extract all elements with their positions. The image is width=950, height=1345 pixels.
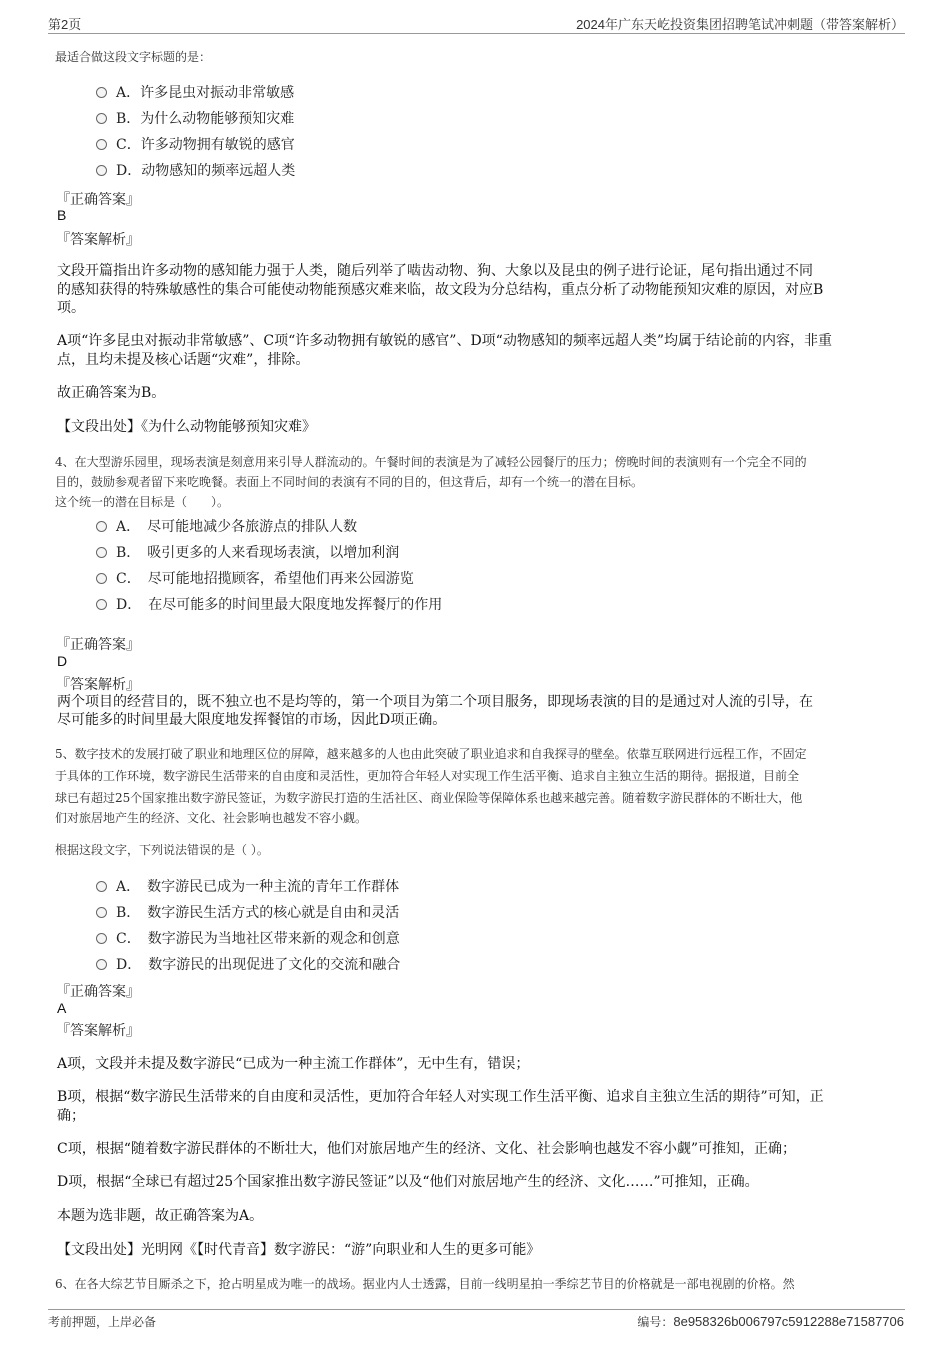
radio-icon[interactable] <box>96 599 107 610</box>
q4-option-d[interactable]: D． 在尽可能多的时间里最大限度地发挥餐厅的作用 <box>96 594 442 614</box>
radio-icon[interactable] <box>96 547 107 558</box>
q5-analysis-line: 本题为选非题，故正确答案为A。 <box>57 1208 264 1224</box>
radio-icon[interactable] <box>96 113 107 124</box>
q3-option-b[interactable]: B．为什么动物能够预知灾难 <box>96 108 294 128</box>
q3-option-c[interactable]: C．许多动物拥有敏锐的感官 <box>96 134 295 154</box>
q3-option-a[interactable]: A．许多昆虫对振动非常敏感 <box>96 82 294 102</box>
document-code <box>637 1313 904 1330</box>
footer-slogan: 考前押题，上岸必备 <box>48 1315 157 1329</box>
q5-answer: A <box>57 1000 67 1016</box>
radio-icon[interactable] <box>96 87 107 98</box>
q5-stem-line: 球已有超过25个国家推出数字游民签证，为数字游民打造的生活社区、商业保险等保障体系也越来越完善。随着数字游民群体的不断壮大，他 <box>55 791 803 805</box>
q4-analysis-label: 『答案解析』 <box>56 677 140 693</box>
q5-option-c[interactable]: C． 数字游民为当地社区带来新的观念和创意 <box>96 928 400 948</box>
q3-analysis-line: 点，且均未提及核心话题“灾难”，排除。 <box>57 352 310 368</box>
q3-analysis-line: 项。 <box>57 300 85 316</box>
document-title: 2024年广东天屹投资集团招聘笔试冲刺题（带答案解析） <box>576 17 904 32</box>
q5-prompt: 根据这段文字，下列说法错误的是（ ）。 <box>55 843 269 857</box>
q3-analysis-line: 文段开篇指出许多动物的感知能力强于人类，随后列举了啮齿动物、狗、大象以及昆虫的例子进行论证，尾句指出通过不同 <box>57 263 813 279</box>
q4-stem-line: 4、在大型游乐园里，现场表演是刻意用来引导人群流动的。午餐时间的表演是为了减轻公园餐厅的压力；傍晚时间的表演则有一个完全不同的 <box>55 455 807 469</box>
q4-analysis-line: 两个项目的经营目的，既不独立也不是均等的，第一个项目为第二个项目服务，即现场表演的目的是通过对人流的引导，在 <box>57 694 813 710</box>
q5-analysis-line: C项，根据“随着数字游民群体的不断壮大，他们对旅居地产生的经济、文化、社会影响也越发不容小觑”可推知，正确； <box>57 1141 797 1157</box>
q5-source: 【文段出处】光明网《【时代青音】数字游民：“游”向职业和人生的更多可能》 <box>57 1242 541 1258</box>
q4-answer-label: 『正确答案』 <box>56 637 140 653</box>
q5-analysis-line: A项，文段并未提及数字游民“已成为一种主流工作群体”，无中生有，错误； <box>57 1056 530 1072</box>
q5-analysis-line: 确； <box>57 1108 85 1124</box>
q3-answer-label: 『正确答案』 <box>56 192 140 208</box>
q5-stem-line: 于具体的工作环境，数字游民生活带来的自由度和灵活性，更加符合年轻人对实现工作生活平衡、追求自主独立生活的期待。据报道，目前全 <box>55 769 800 783</box>
q5-option-d[interactable]: D． 数字游民的出现促进了文化的交流和融合 <box>96 954 400 974</box>
q4-option-a[interactable]: A． 尽可能地减少各旅游点的排队人数 <box>96 516 357 536</box>
q3-answer: B <box>57 207 67 223</box>
q5-stem-line: 们对旅居地产生的经济、文化、社会影响也越发不容小觑。 <box>55 811 368 825</box>
q5-option-a[interactable]: A． 数字游民已成为一种主流的青年工作群体 <box>96 876 399 896</box>
footer-divider <box>48 1309 905 1310</box>
q5-analysis-line: D项，根据“全球已有超过25个国家推出数字游民签证”以及“他们对旅居地产生的经济、文化……”可推知，正确。 <box>57 1174 759 1190</box>
q3-analysis-line: 故正确答案为B。 <box>57 385 166 401</box>
q3-source: 【文段出处】《为什么动物能够预知灾难》 <box>57 419 316 435</box>
radio-icon[interactable] <box>96 521 107 532</box>
radio-icon[interactable] <box>96 933 107 944</box>
radio-icon[interactable] <box>96 959 107 970</box>
q5-analysis-line: B项，根据“数字游民生活带来的自由度和灵活性，更加符合年轻人对实现工作生活平衡、追求自主独立生活的期待”可知，正 <box>57 1089 824 1105</box>
radio-icon[interactable] <box>96 907 107 918</box>
q4-stem-line: 目的，鼓励参观者留下来吃晚餐。表面上不同时间的表演有不同的目的，但这背后，却有一个统一的潜在目标。 <box>55 475 644 489</box>
q5-answer-label: 『正确答案』 <box>56 984 140 1000</box>
radio-icon[interactable] <box>96 165 107 176</box>
q3-analysis-line: A项“许多昆虫对振动非常敏感”、C项“许多动物拥有敏锐的感官”、D项“动物感知的频率远超人类”均属于结论前的内容，非重 <box>57 333 832 349</box>
q4-option-c[interactable]: C． 尽可能地招揽顾客，希望他们再来公园游览 <box>96 568 414 588</box>
q4-analysis-line: 尽可能多的时间里最大限度地发挥餐馆的市场，因此D项正确。 <box>57 712 447 728</box>
q3-option-d[interactable]: D．动物感知的频率远超人类 <box>96 160 295 180</box>
radio-icon[interactable] <box>96 573 107 584</box>
q6-stem-line: 6、在各大综艺节目厮杀之下，抢占明星成为唯一的战场。据业内人士透露，目前一线明星拍一季综艺节目的价格就是一部电视剧的价格。然 <box>55 1277 795 1291</box>
q5-stem-line: 5、数字技术的发展打破了职业和地理区位的屏障，越来越多的人也由此突破了职业追求和自我探寻的壁垒。依靠互联网进行远程工作，不固定 <box>55 747 807 761</box>
q3-analysis-label: 『答案解析』 <box>56 232 140 248</box>
q3-analysis-line: 的感知获得的特殊敏感性的集合可能使动物能预感灾难来临，故文段为分总结构，重点分析了动物能预知灾难的原因，对应B <box>57 282 824 298</box>
document-code-value: 8e958326b006797c5912288e71587706 <box>673 1314 904 1329</box>
document-code-label: 编号： <box>637 1315 674 1329</box>
header-divider <box>48 33 905 34</box>
radio-icon[interactable] <box>96 881 107 892</box>
radio-icon[interactable] <box>96 139 107 150</box>
page-number: 第2页 <box>48 17 82 32</box>
q4-option-b[interactable]: B． 吸引更多的人来看现场表演，以增加利润 <box>96 542 399 562</box>
q4-answer: D <box>57 653 68 669</box>
q5-option-b[interactable]: B． 数字游民生活方式的核心就是自由和灵活 <box>96 902 399 922</box>
q5-analysis-label: 『答案解析』 <box>56 1023 140 1039</box>
q3-prompt: 最适合做这段文字标题的是： <box>55 50 212 64</box>
q4-stem-line: 这个统一的潜在目标是（ ）。 <box>55 495 230 509</box>
